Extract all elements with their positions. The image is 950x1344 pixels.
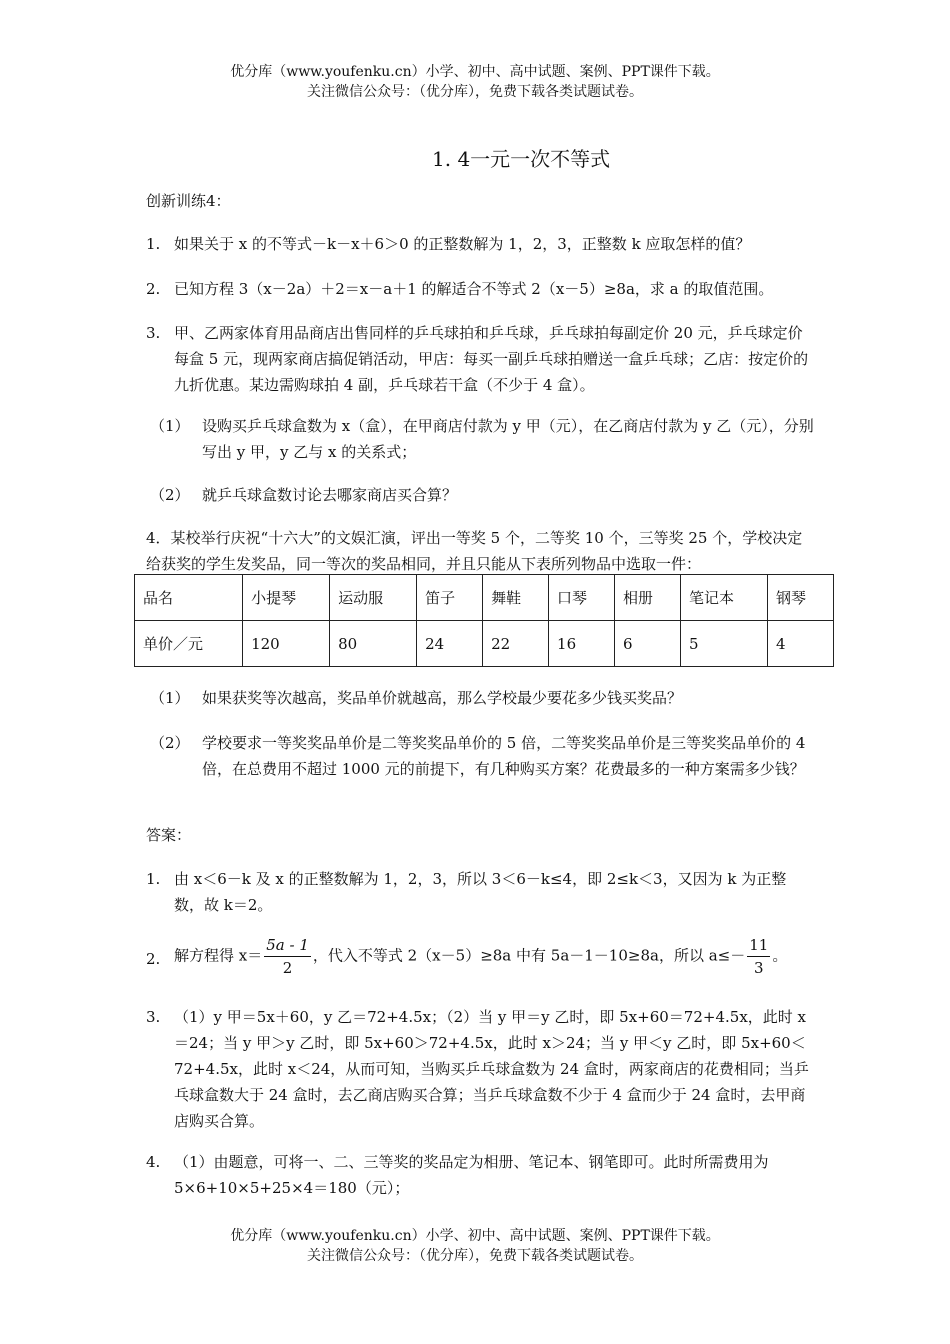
- table-cell: 口琴: [549, 575, 615, 621]
- header-line-1: 优分库（www.youfenku.cn）小学、初中、高中试题、案例、PPT课件下载。: [230, 64, 720, 80]
- fraction-denominator: 2: [282, 959, 293, 977]
- question-number: 1.: [146, 235, 161, 253]
- footer-line-2: 关注微信公众号：（优分库），免费下载各类试题试卷。: [307, 1248, 643, 1264]
- question-1: [146, 231, 816, 257]
- question-3: [146, 320, 816, 398]
- question-4-part-1: [150, 685, 815, 711]
- answer-number: 3.: [146, 1008, 161, 1026]
- question-4: 4．某校举行庆祝“十六大”的文娱汇演，评出一等奖 5 个，二等奖 10 个，三等奖 25 个，学校决定给获奖的学生发奖品，同一等次的奖品相同，并且只能从下表所列物品中选取一件：: [146, 529, 803, 573]
- fraction-x: [264, 934, 311, 979]
- table-cell: 24: [417, 621, 483, 667]
- answer-2: [146, 934, 816, 979]
- table-cell: 单价／元: [135, 621, 243, 667]
- table-cell: 相册: [615, 575, 681, 621]
- part-number: （1）: [150, 417, 190, 435]
- question-number: 3.: [146, 324, 161, 342]
- footer-line-1: 优分库（www.youfenku.cn）小学、初中、高中试题、案例、PPT课件下载。: [230, 1228, 720, 1244]
- question-2: [146, 276, 816, 302]
- question-4-part-2: [150, 730, 815, 782]
- header-line-2: 关注微信公众号：（优分库），免费下载各类试题试卷。: [307, 84, 643, 100]
- part-text: 设购买乒乓球盒数为 x（盒），在甲商店付款为 y 甲（元），在乙商店付款为 y 乙（元），分别写出 y 甲，y 乙与 x 的关系式；: [202, 417, 814, 461]
- answer-4: [146, 1149, 816, 1201]
- table-row: [135, 621, 834, 667]
- question-text: 甲、乙两家体育用品商店出售同样的乒乓球拍和乒乓球，乒乓球拍每副定价 20 元，乒乓球定价每盒 5 元，现两家商店搞促销活动，甲店：每买一副乒乓球拍赠送一盒乒乓球；乙店：按定价的九折优惠。某边需购球拍 4 副，乒乓球若干盒（不少于 4 盒）。: [174, 324, 809, 394]
- page-title: 1. 4一元一次不等式: [432, 147, 611, 171]
- question-number: 2.: [146, 280, 161, 298]
- answer-number: 4.: [146, 1153, 161, 1171]
- part-number: （1）: [150, 689, 190, 707]
- table-cell: 4: [767, 621, 833, 667]
- table-cell: 5: [680, 621, 767, 667]
- table-row: [135, 575, 834, 621]
- answer-text-pre: 解方程得 x＝: [174, 946, 263, 965]
- table-cell: 120: [243, 621, 330, 667]
- table-cell: 16: [549, 621, 615, 667]
- answer-text-post: 。: [772, 946, 788, 965]
- table-cell: 钢琴: [767, 575, 833, 621]
- answer-text: 由 x＜6－k 及 x 的正整数解为 1，2，3，所以 3＜6－k≤4，即 2≤k＜3，又因为 k 为正整数，故 k＝2。: [174, 870, 787, 914]
- table-cell: 小提琴: [243, 575, 330, 621]
- page-footer: [0, 1226, 950, 1266]
- fraction-denominator: 3: [754, 959, 764, 977]
- answer-number: 2.: [146, 950, 161, 968]
- table-cell: 运动服: [330, 575, 417, 621]
- table-cell: 笛子: [417, 575, 483, 621]
- fraction-a: [747, 934, 770, 979]
- question-3-part-1: [150, 413, 815, 465]
- table-cell: 22: [483, 621, 549, 667]
- question-text: 已知方程 3（x－2a）＋2＝x－a＋1 的解适合不等式 2（x－5）≥8a，求 a 的取值范围。: [174, 280, 774, 298]
- fraction-numerator: 5a - 1: [264, 934, 311, 957]
- table-cell: 品名: [135, 575, 243, 621]
- answer-text: （1）y 甲＝5x＋60，y 乙＝72+4.5x；（2）当 y 甲＝y 乙时，即 5x+60＝72+4.5x，此时 x＝24；当 y 甲＞y 乙时，即 5x+60＞72+4.5x，此时 x＞24；当 y 甲＜y 乙时，即 5x+60＜72+4.5x，此时 x＜24，从而可知，当购买乒乓球盒数为 24 盒时，两家商店的花费相同；当乒乓球盒数大于 24 盒时，去乙商店购买合算；当乒乓球盒数不少于 4 盒而少于 24 盒时，去甲商店购买合算。: [174, 1008, 809, 1130]
- fraction-numerator: 11: [747, 934, 770, 957]
- question-3-part-2: [150, 482, 815, 508]
- table-cell: 6: [615, 621, 681, 667]
- answer-1: [146, 866, 816, 918]
- page-header: [0, 62, 950, 102]
- part-text: 学校要求一等奖奖品单价是二等奖奖品单价的 5 倍，二等奖奖品单价是三等奖奖品单价的 4 倍，在总费用不超过 1000 元的前提下，有几种购买方案？花费最多的一种方案需多少钱？: [202, 734, 806, 778]
- prize-price-table: [134, 574, 834, 667]
- question-text: 如果关于 x 的不等式－k－x＋6＞0 的正整数解为 1，2，3，正整数 k 应取怎样的值？: [174, 235, 751, 253]
- answer-text-mid: ，代入不等式 2（x－5）≥8a 中有 5a－1－10≥8a，所以 a≤－: [312, 946, 746, 965]
- part-number: （2）: [150, 486, 190, 504]
- part-number: （2）: [150, 734, 190, 752]
- table-cell: 80: [330, 621, 417, 667]
- answer-3: [146, 1004, 816, 1134]
- answer-number: 1.: [146, 870, 161, 888]
- answer-text: [174, 934, 816, 979]
- table-cell: 笔记本: [680, 575, 767, 621]
- answers-label: 答案：: [146, 826, 192, 844]
- table-cell: 舞鞋: [483, 575, 549, 621]
- answer-text: （1）由题意，可将一、二、三等奖的奖品定为相册、笔记本、钢笔即可。此时所需费用为 5×6+10×5+25×4＝180（元）；: [174, 1153, 769, 1197]
- part-text: 如果获奖等次越高，奖品单价就越高，那么学校最少要花多少钱买奖品？: [202, 689, 683, 707]
- part-text: 就乒乓球盒数讨论去哪家商店买合算？: [202, 486, 458, 504]
- section-label: 创新训练4：: [146, 192, 231, 210]
